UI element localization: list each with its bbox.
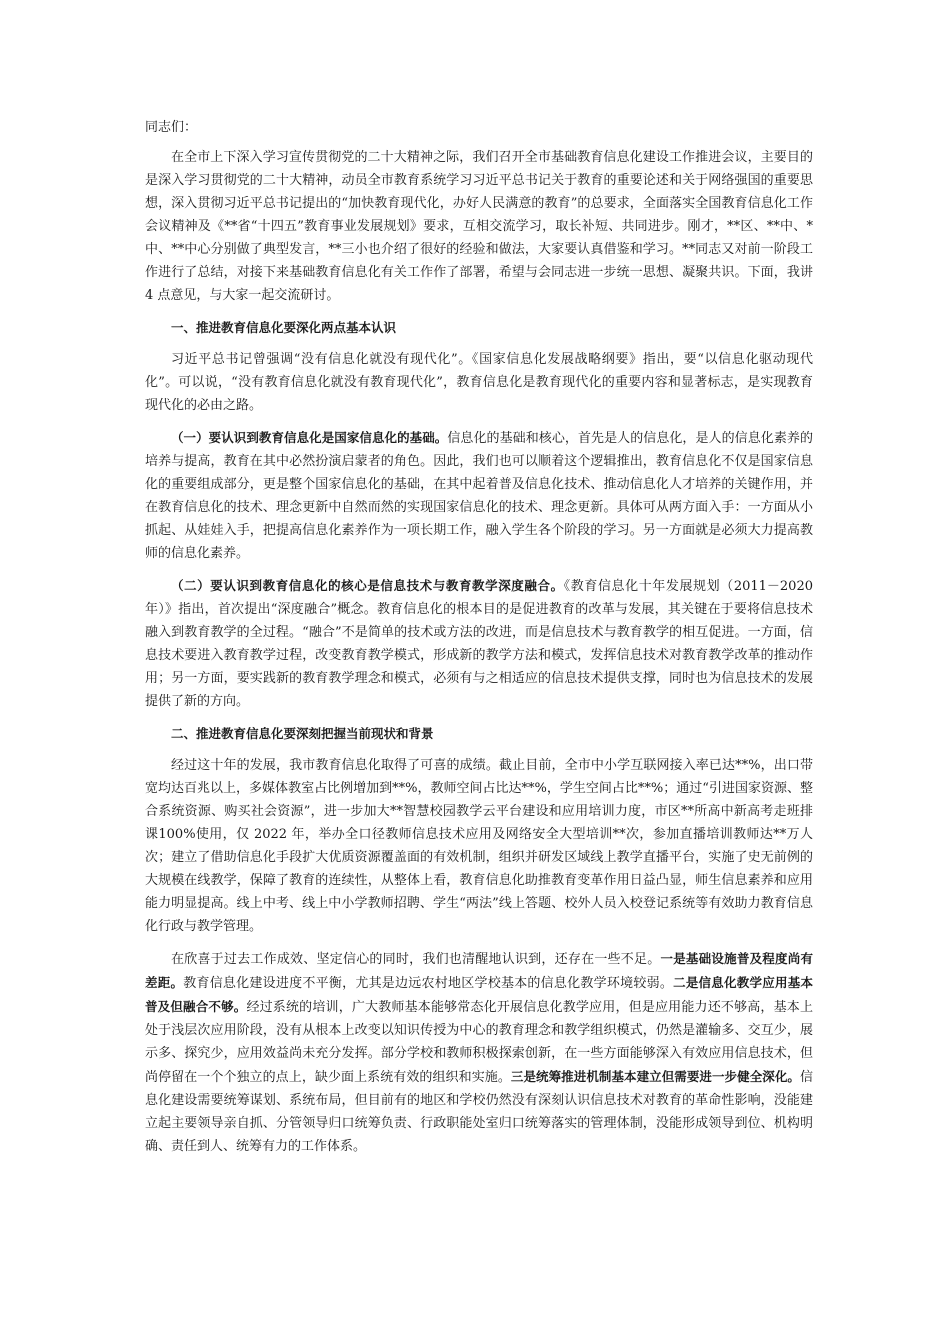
point-1-title: （一）要认识到教育信息化是国家信息化的基础。: [171, 430, 448, 445]
section-2-paragraph-2: [145, 947, 813, 1158]
document-body: [145, 116, 813, 1167]
gap-3-body: 信息化建设需要统筹谋划、系统布局，但目前有的地区和学校仍然没有深刻认识信息技术对教育的革命性影响，没能建立起主要领导亲自抓、分管领导归口统筹负责、行政职能处室归口统筹落实的管理体制，没能形成领导到位、机构明确、责任到人、统筹有力的工作体系。: [145, 1070, 813, 1154]
section-1-point-1: [145, 426, 813, 565]
gap-2-title: 二是信息化教学应用基本普及但融合不够。: [145, 975, 813, 1014]
point-1-body: 信息化的基础和核心，首先是人的信息化，是人的信息化素养的培养与提高，教育在其中必然扮演启蒙者的角色。因此，我们也可以顺着这个逻辑推出，教育信息化不仅是国家信息化的重要组成部分，更是整个国家信息化的基础，在其中起着普及信息化技术、推动信息化人才培养的关键作用，并在教育信息化的技术、理念更新中自然而然的实现国家信息化的技术、理念更新。具体可从两方面入手：一方面从小抓起、从娃娃入手，把提高信息化素养作为一项长期工作，融入学生各个阶段的学习。另一方面就是必须大力提高教师的信息化素养。: [145, 431, 813, 561]
section-2-heading: 二、推进教育信息化要深刻把握当前现状和背景: [171, 726, 434, 741]
section-1-heading: 一、推进教育信息化要深化两点基本认识: [171, 320, 397, 335]
point-2-body: 《教育信息化十年发展规划（2011－2020年）》指出，首次提出“深度融合”概念。教育信息化的根本目的是促进教育的改革与发展，其关键在于要将信息技术融入到教育教学的全过程。“融合”不是简单的技术或方法的改进，而是信息技术与教育教学的相互促进。一方面，信息技术要进入教育教学过程，改变教育教学模式，形成新的教学方法和模式，发挥信息技术对教育教学改革的推动作用；另一方面，要实践新的教育教学理念和模式，必须有与之相适应的信息技术提供支撑，同时也为信息技术的发展提供了新的方向。: [145, 579, 813, 709]
section-2-paragraph-1: 经过这十年的发展，我市教育信息化取得了可喜的成绩。截止目前，全市中小学互联网接入率已达**%，出口带宽均达百兆以上，多媒体教室占比例增加到**%，教师空间占比达**%，学生空间占比**%；通过“引进国家资源、整合系统资源、购买社会资源”，进一步加大**智慧校园教学云平台建设和应用培训力度，市区**所高中新高考走班排课100%使用，仅 2022 年，举办全口径教师信息技术应用及网络安全大型培训**次，参加直播培训教师达**万人次；建立了借助信息化手段扩大优质资源覆盖面的有效机制，组织并研发区域线上教学直播平台，实施了史无前例的大规模在线教学，保障了教育的连续性，从整体上看，教育信息化助推教育变革作用日益凸显，师生信息素养和应用能力明显提高。线上中考、线上中小学教师招聘、学生“两法”线上答题、校外人员入校登记系统等有效助力教育信息化行政与教学管理。: [145, 758, 813, 934]
gap-1-title: 一是基础设施普及程度尚有差距。: [145, 951, 813, 990]
gap-2-body: 经过系统的培训，广大教师基本能够常态化开展信息化教学应用，但是应用能力还不够高，基本上处于浅层次应用阶段，没有从根本上改变以知识传授为中心的教育理念和教学组织模式，仍然是灌输多、交互少，展示多、探究少，应用效益尚未充分发挥。部分学校和教师积极探索创新，在一些方面能够深入有效应用信息技术，但尚停留在一个个独立的点上，缺少面上系统有效的组织和实施。: [145, 1000, 813, 1085]
section-1-point-2: [145, 574, 813, 713]
gaps-lead: 在欣喜于过去工作成效、坚定信心的同时，我们也清醒地认识到，还存在一些不足。: [171, 952, 661, 967]
gap-3-title: 三是统筹推进机制基本建立但需要进一步健全深化。: [510, 1069, 800, 1084]
salutation: 同志们：: [145, 120, 198, 135]
point-2-title: （二）要认识到教育信息化的核心是信息技术与教育教学深度融合。: [171, 578, 564, 593]
section-1-intro: 习近平总书记曾强调“没有信息化就没有现代化”。《国家信息化发展战略纲要》指出，要“以信息化驱动现代化”。可以说，“没有教育信息化就没有教育现代化”，教育信息化是教育现代化的重要内容和显著标志，是实现教育现代化的必由之路。: [145, 352, 813, 413]
gap-1-body: 教育信息化建设进度不平衡，尤其是边远农村地区学校基本的信息化教学环境较弱。: [183, 976, 674, 991]
intro-paragraph: 在全市上下深入学习宣传贯彻党的二十大精神之际，我们召开全市基础教育信息化建设工作推进会议，主要目的是深入学习贯彻党的二十大精神，动员全市教育系统学习习近平总书记关于教育的重要论述和关于网络强国的重要思想，深入贯彻习近平总书记提出的“加快教育现代化，办好人民满意的教育”的总要求，全面落实全国教育信息化工作会议精神及《**省“十四五”教育事业发展规划》要求，互相交流学习，取长补短、共同进步。刚才，**区、**中、*中、**中心分别做了典型发言，**三小也介绍了很好的经验和做法，大家要认真借鉴和学习。**同志又对前一阶段工作进行了总结，对接下来基础教育信息化有关工作作了部署，希望与会同志进一步统一思想、凝聚共识。下面，我讲 4 点意见，与大家一起交流研讨。: [145, 150, 813, 303]
